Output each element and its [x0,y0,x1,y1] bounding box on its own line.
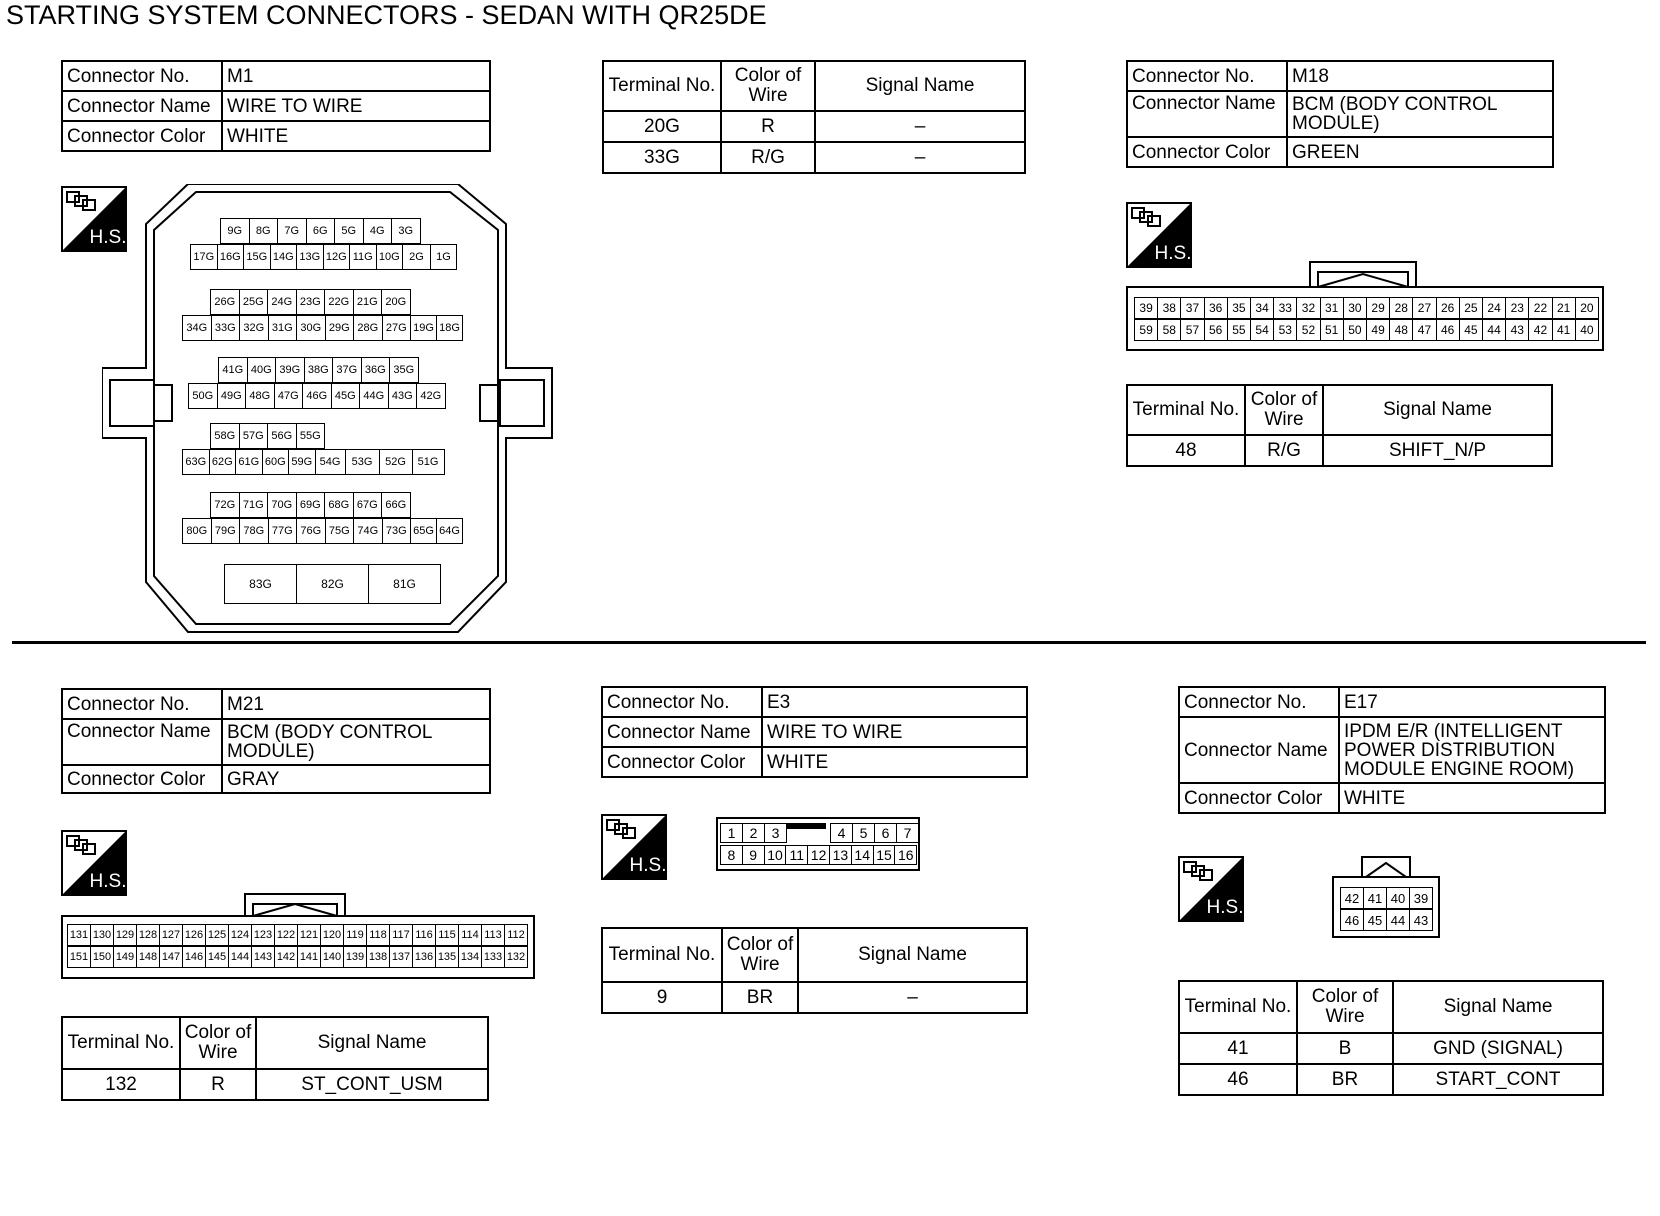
pin-45: 45 [1363,909,1387,931]
terminal-no-header: Terminal No. [62,1017,180,1069]
pin-15: 15 [873,845,896,865]
pin-11: 11 [785,845,808,865]
pin-42G: 42G [416,383,446,409]
pin-38: 38 [1157,297,1181,319]
connector-name-label: Connector Name [62,91,222,121]
e3-connector-color: WHITE [762,747,1027,777]
pin-78G: 78G [239,518,269,544]
table-row: 9 BR – [602,982,1027,1013]
pin-59: 59 [1134,319,1158,341]
signal-name-header: Signal Name [815,61,1025,111]
pin-67G: 67G [353,492,383,518]
svg-text:H.S.: H.S. [1154,243,1192,264]
pin-43: 43 [1505,319,1529,341]
signal-name-header: Signal Name [1323,385,1552,435]
color-of-wire-header: Color of Wire [721,61,815,111]
m1-connector-no: M1 [222,61,490,91]
pin-147: 147 [159,946,183,968]
pin-72G: 72G [210,492,240,518]
pin-79G: 79G [211,518,241,544]
pin-9G: 9G [220,218,250,244]
pin-68G: 68G [324,492,354,518]
pin-32: 32 [1296,297,1320,319]
pin-1: 1 [720,823,743,843]
pin-130: 130 [90,924,114,946]
terminal-no-header: Terminal No. [1127,385,1245,435]
pin-5G: 5G [334,218,364,244]
pin-42: 42 [1340,887,1364,909]
signal-name-header: Signal Name [256,1017,488,1069]
pin-22G: 22G [324,289,354,315]
pin-58G: 58G [210,423,240,449]
pin-49G: 49G [217,383,247,409]
pin-4: 4 [830,823,853,843]
harness-side-icon [1178,856,1244,922]
pin-77G: 77G [268,518,298,544]
e3-connector-face [716,817,920,871]
pin-44: 44 [1482,319,1506,341]
pin-117: 117 [389,924,413,946]
terminal-no-header: Terminal No. [602,928,722,982]
pin-131: 131 [67,924,91,946]
pin-80G: 80G [182,518,212,544]
pin-122: 122 [274,924,298,946]
pin-34G: 34G [182,315,212,341]
e17-terminal-table [1178,980,1604,1096]
pin-47: 47 [1412,319,1436,341]
pin-31: 31 [1320,297,1344,319]
pin-42: 42 [1528,319,1552,341]
pin-48: 48 [1389,319,1413,341]
pin-52G: 52G [379,449,413,475]
pin-15G: 15G [243,244,271,270]
m1-terminal-table [602,60,1026,174]
connector-no-label: Connector No. [1179,687,1339,717]
pin-13: 13 [829,845,852,865]
pin-14G: 14G [270,244,298,270]
connector-color-label: Connector Color [1179,783,1339,813]
connector-no-label: Connector No. [62,689,222,719]
pin-120: 120 [320,924,344,946]
pin-18G: 18G [436,315,463,341]
pin-123: 123 [251,924,275,946]
pin-125: 125 [205,924,229,946]
pin-40: 40 [1386,887,1410,909]
pin-126: 126 [182,924,206,946]
pin-55: 55 [1227,319,1251,341]
pin-82G: 82G [296,564,369,604]
pin-56G: 56G [267,423,297,449]
pin-16G: 16G [217,244,245,270]
m1-connector-name: WIRE TO WIRE [222,91,490,121]
connector-color-label: Connector Color [602,747,762,777]
pin-65G: 65G [410,518,437,544]
pin-25G: 25G [239,289,269,315]
m21-connector-no: M21 [222,689,490,719]
pin-37: 37 [1180,297,1204,319]
pin-37G: 37G [332,357,362,383]
pin-52: 52 [1296,319,1320,341]
pin-136: 136 [412,946,436,968]
pin-7: 7 [896,823,919,843]
pin-17G: 17G [190,244,218,270]
pin-51G: 51G [412,449,445,475]
pin-24G: 24G [267,289,297,315]
pin-11G: 11G [349,244,377,270]
e17-info-table [1178,686,1606,814]
pin-83G: 83G [224,564,297,604]
pin-143: 143 [251,946,275,968]
pin-36G: 36G [361,357,391,383]
m18-connector-face [1126,260,1604,352]
pin-48G: 48G [245,383,275,409]
pin-58: 58 [1157,319,1181,341]
connector-name-label: Connector Name [1179,717,1339,783]
pin-63G: 63G [182,449,210,475]
pin-13G: 13G [296,244,324,270]
connector-color-label: Connector Color [62,765,222,793]
pin-2: 2 [742,823,765,843]
pin-23: 23 [1505,297,1529,319]
pin-81G: 81G [368,564,441,604]
pin-57: 57 [1180,319,1204,341]
pin-114: 114 [458,924,482,946]
pin-66G: 66G [381,492,411,518]
pin-39G: 39G [275,357,305,383]
pin-73G: 73G [382,518,412,544]
pin-64G: 64G [436,518,463,544]
pin-70G: 70G [267,492,297,518]
pin-45G: 45G [331,383,361,409]
connector-no-label: Connector No. [62,61,222,91]
pin-141: 141 [297,946,321,968]
pin-46: 46 [1436,319,1460,341]
pin-115: 115 [435,924,459,946]
pin-53: 53 [1273,319,1297,341]
pin-151: 151 [67,946,91,968]
m21-info-table [61,688,491,794]
pin-30: 30 [1343,297,1367,319]
pin-31G: 31G [268,315,298,341]
pin-40G: 40G [247,357,277,383]
svg-text:H.S.: H.S. [89,871,127,892]
pin-1G: 1G [430,244,457,270]
page-title: STARTING SYSTEM CONNECTORS - SEDAN WITH QR25DE [6,0,767,30]
pin-50G: 50G [188,383,218,409]
pin-28G: 28G [353,315,383,341]
pin-21: 21 [1552,297,1576,319]
color-of-wire-header: Color of Wire [722,928,798,982]
pin-25: 25 [1459,297,1483,319]
pin-21G: 21G [353,289,383,315]
pin-8: 8 [720,845,743,865]
pin-142: 142 [274,946,298,968]
pin-7G: 7G [277,218,307,244]
pin-137: 137 [389,946,413,968]
pin-26: 26 [1436,297,1460,319]
pin-46G: 46G [302,383,332,409]
m21-connector-color: GRAY [222,765,490,793]
pin-43G: 43G [388,383,418,409]
pin-35G: 35G [389,357,419,383]
pin-128: 128 [136,924,160,946]
pin-3G: 3G [391,218,421,244]
pin-40: 40 [1575,319,1599,341]
connector-name-label: Connector Name [62,719,222,765]
pin-44: 44 [1386,909,1410,931]
connector-no-label: Connector No. [1127,61,1287,91]
pin-127: 127 [159,924,183,946]
e3-info-table [601,686,1028,778]
pin-148: 148 [136,946,160,968]
terminal-no-header: Terminal No. [603,61,721,111]
m18-terminal-table [1126,384,1553,467]
pin-116: 116 [412,924,436,946]
m21-terminal-table [61,1016,489,1101]
pin-6: 6 [874,823,897,843]
m1-info-table [61,60,491,152]
pin-39: 39 [1409,887,1433,909]
m21-connector-face [61,892,535,980]
pin-61G: 61G [235,449,263,475]
pin-59G: 59G [288,449,316,475]
pin-14: 14 [851,845,874,865]
pin-5: 5 [852,823,875,843]
harness-side-icon [1126,202,1192,268]
signal-name-header: Signal Name [798,928,1027,982]
pin-41G: 41G [218,357,248,383]
svg-text:H.S.: H.S. [629,855,667,876]
pin-26G: 26G [210,289,240,315]
pin-20G: 20G [381,289,411,315]
connector-name-label: Connector Name [1127,91,1287,137]
m18-connector-name: BCM (BODY CONTROL MODULE) [1287,91,1553,137]
terminal-no-header: Terminal No. [1179,981,1297,1033]
m18-connector-color: GREEN [1287,137,1553,167]
pin-75G: 75G [325,518,355,544]
pin-43: 43 [1409,909,1433,931]
pin-138: 138 [366,946,390,968]
pin-20: 20 [1575,297,1599,319]
m1-connector-color: WHITE [222,121,490,151]
pin-38G: 38G [304,357,334,383]
e3-connector-no: E3 [762,687,1027,717]
pin-149: 149 [113,946,137,968]
pin-129: 129 [113,924,137,946]
pin-32G: 32G [239,315,269,341]
pin-16: 16 [894,845,917,865]
color-of-wire-header: Color of Wire [1245,385,1323,435]
pin-145: 145 [205,946,229,968]
pin-9: 9 [742,845,765,865]
pin-56: 56 [1204,319,1228,341]
pin-35: 35 [1227,297,1251,319]
pin-12G: 12G [323,244,351,270]
pin-24: 24 [1482,297,1506,319]
section-divider [12,641,1646,644]
pin-27: 27 [1412,297,1436,319]
pin-118: 118 [366,924,390,946]
pin-12: 12 [807,845,830,865]
pin-146: 146 [182,946,206,968]
color-of-wire-header: Color of Wire [180,1017,256,1069]
m1-connector-face [102,184,554,634]
pin-3: 3 [764,823,787,843]
pin-34: 34 [1250,297,1274,319]
pin-46: 46 [1340,909,1364,931]
m21-connector-name: BCM (BODY CONTROL MODULE) [222,719,490,765]
pin-33G: 33G [211,315,241,341]
pin-29G: 29G [325,315,355,341]
e3-terminal-table [601,927,1028,1014]
e17-connector-color: WHITE [1339,783,1605,813]
pin-8G: 8G [249,218,279,244]
pin-10: 10 [764,845,787,865]
pin-47G: 47G [274,383,304,409]
pin-22: 22 [1528,297,1552,319]
table-row: 46 BR START_CONT [1179,1064,1603,1095]
connector-name-label: Connector Name [602,717,762,747]
pin-10G: 10G [376,244,404,270]
pin-76G: 76G [296,518,326,544]
harness-side-icon [61,830,127,896]
pin-27G: 27G [382,315,412,341]
pin-124: 124 [228,924,252,946]
pin-49: 49 [1366,319,1390,341]
pin-55G: 55G [296,423,326,449]
pin-33: 33 [1273,297,1297,319]
pin-30G: 30G [296,315,326,341]
pin-140: 140 [320,946,344,968]
table-row: 20G R – [603,111,1025,142]
pin-44G: 44G [359,383,389,409]
pin-6G: 6G [306,218,336,244]
pin-112: 112 [504,924,528,946]
pin-119: 119 [343,924,367,946]
pin-28: 28 [1389,297,1413,319]
pin-150: 150 [90,946,114,968]
pin-2G: 2G [402,244,431,270]
pin-4G: 4G [363,218,393,244]
table-row: 48 R/G SHIFT_N/P [1127,435,1552,466]
e17-connector-no: E17 [1339,687,1605,717]
pin-74G: 74G [353,518,383,544]
pin-134: 134 [458,946,482,968]
pin-133: 133 [481,946,505,968]
pin-39: 39 [1134,297,1158,319]
pin-19G: 19G [410,315,437,341]
m18-info-table [1126,60,1554,168]
color-of-wire-header: Color of Wire [1297,981,1393,1033]
pin-54: 54 [1250,319,1274,341]
table-row: 33G R/G – [603,142,1025,173]
pin-144: 144 [228,946,252,968]
pin-62G: 62G [209,449,237,475]
svg-text:H.S.: H.S. [89,227,127,248]
pin-23G: 23G [296,289,326,315]
pin-41: 41 [1552,319,1576,341]
harness-side-icon [601,814,667,880]
pin-57G: 57G [239,423,269,449]
pin-41: 41 [1363,887,1387,909]
pin-36: 36 [1204,297,1228,319]
pin-135: 135 [435,946,459,968]
table-row: 132 R ST_CONT_USM [62,1069,488,1100]
e17-connector-face [1332,855,1440,939]
table-row: 41 B GND (SIGNAL) [1179,1033,1603,1064]
svg-text:H.S.: H.S. [1206,897,1244,918]
connector-color-label: Connector Color [1127,137,1287,167]
signal-name-header: Signal Name [1393,981,1603,1033]
pin-113: 113 [481,924,505,946]
pin-50: 50 [1343,319,1367,341]
pin-53G: 53G [345,449,380,475]
connector-no-label: Connector No. [602,687,762,717]
pin-45: 45 [1459,319,1483,341]
pin-51: 51 [1320,319,1344,341]
e17-connector-name: IPDM E/R (INTELLIGENT POWER DISTRIBUTION MODULE ENGINE ROOM) [1339,717,1605,783]
pin-54G: 54G [315,449,346,475]
pin-29: 29 [1366,297,1390,319]
m18-connector-no: M18 [1287,61,1553,91]
e3-connector-name: WIRE TO WIRE [762,717,1027,747]
pin-71G: 71G [239,492,269,518]
pin-69G: 69G [296,492,326,518]
pin-139: 139 [343,946,367,968]
pin-132: 132 [504,946,528,968]
connector-color-label: Connector Color [62,121,222,151]
pin-60G: 60G [262,449,290,475]
pin-121: 121 [297,924,321,946]
